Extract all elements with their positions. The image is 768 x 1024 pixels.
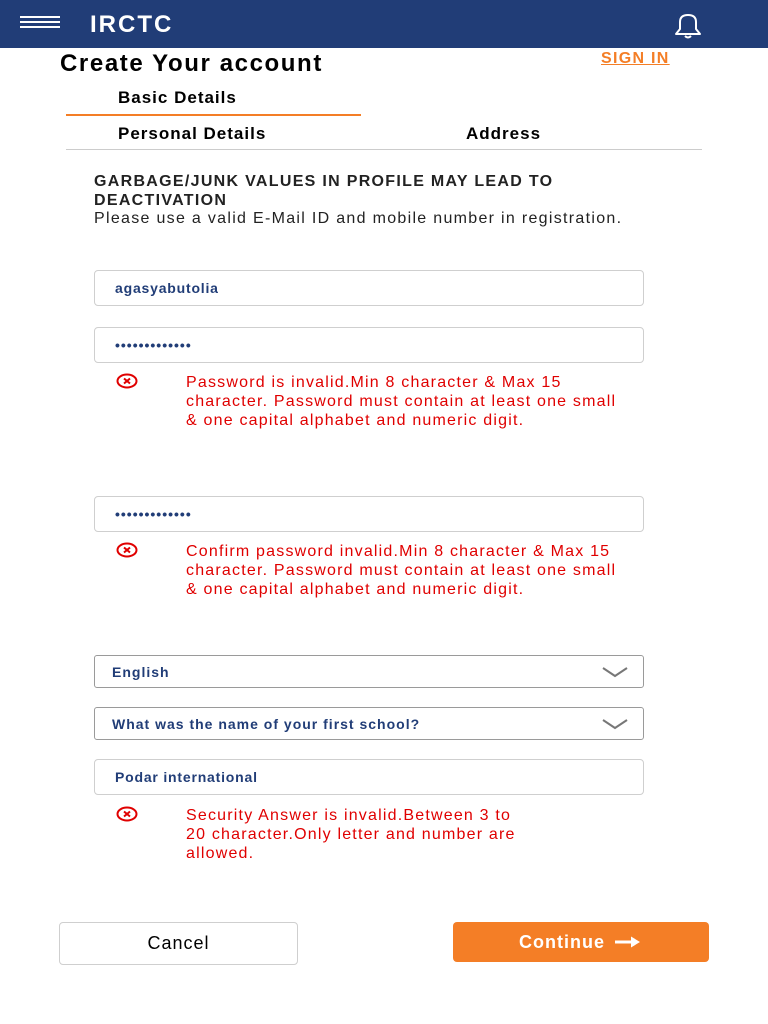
username-input[interactable]: agasyabutolia: [94, 270, 644, 306]
confirm-password-input[interactable]: •••••••••••••: [94, 496, 644, 532]
language-select[interactable]: [94, 655, 644, 688]
warning-heading: GARBAGE/JUNK VALUES IN PROFILE MAY LEAD TO DEACTIVATION: [94, 173, 554, 209]
language-select-value: English: [112, 663, 170, 680]
continue-button[interactable]: [453, 922, 709, 962]
error-icon: [116, 806, 138, 822]
tab-basic-details[interactable]: Basic Details: [118, 88, 237, 107]
sign-in-link[interactable]: SIGN IN: [601, 50, 670, 67]
chevron-down-icon: [601, 665, 629, 679]
page-title: Create Your account: [60, 50, 323, 77]
security-answer-input[interactable]: Podar international: [94, 759, 644, 795]
error-icon: [116, 542, 138, 558]
security-question-value: What was the name of your first school?: [112, 715, 421, 732]
notification-bell-icon[interactable]: [668, 12, 708, 40]
active-tab-indicator: [66, 114, 361, 116]
chevron-down-icon: [601, 717, 629, 731]
tab-address[interactable]: Address: [466, 124, 542, 143]
tabs-divider: [66, 149, 702, 150]
password-input[interactable]: •••••••••••••: [94, 327, 644, 363]
confirm-password-error-text: Confirm password invalid.Min 8 character & Max 15 character. Password must contain at least one small & one capital alphabet and numeric digit.: [186, 543, 617, 598]
security-answer-error-text: Security Answer is invalid.Between 3 to 20 character.Only letter and number are allowed.: [186, 807, 516, 862]
arrow-right-icon: [613, 935, 643, 949]
continue-button-label: Continue: [519, 931, 605, 952]
cancel-button-label: Cancel: [147, 933, 210, 953]
error-icon: [116, 373, 138, 389]
warning-text: Please use a valid E-Mail ID and mobile number in registration.: [94, 210, 623, 227]
app-header: [0, 0, 768, 48]
app-title: IRCTC: [90, 11, 174, 38]
hamburger-menu-icon[interactable]: [20, 16, 60, 34]
password-error-text: Password is invalid.Min 8 character & Max 15 character. Password must contain at least one small & one capital alphabet and numeric digit.: [186, 374, 617, 429]
tab-personal-details[interactable]: Personal Details: [118, 124, 267, 143]
security-question-select[interactable]: [94, 707, 644, 740]
cancel-button[interactable]: [59, 922, 298, 965]
